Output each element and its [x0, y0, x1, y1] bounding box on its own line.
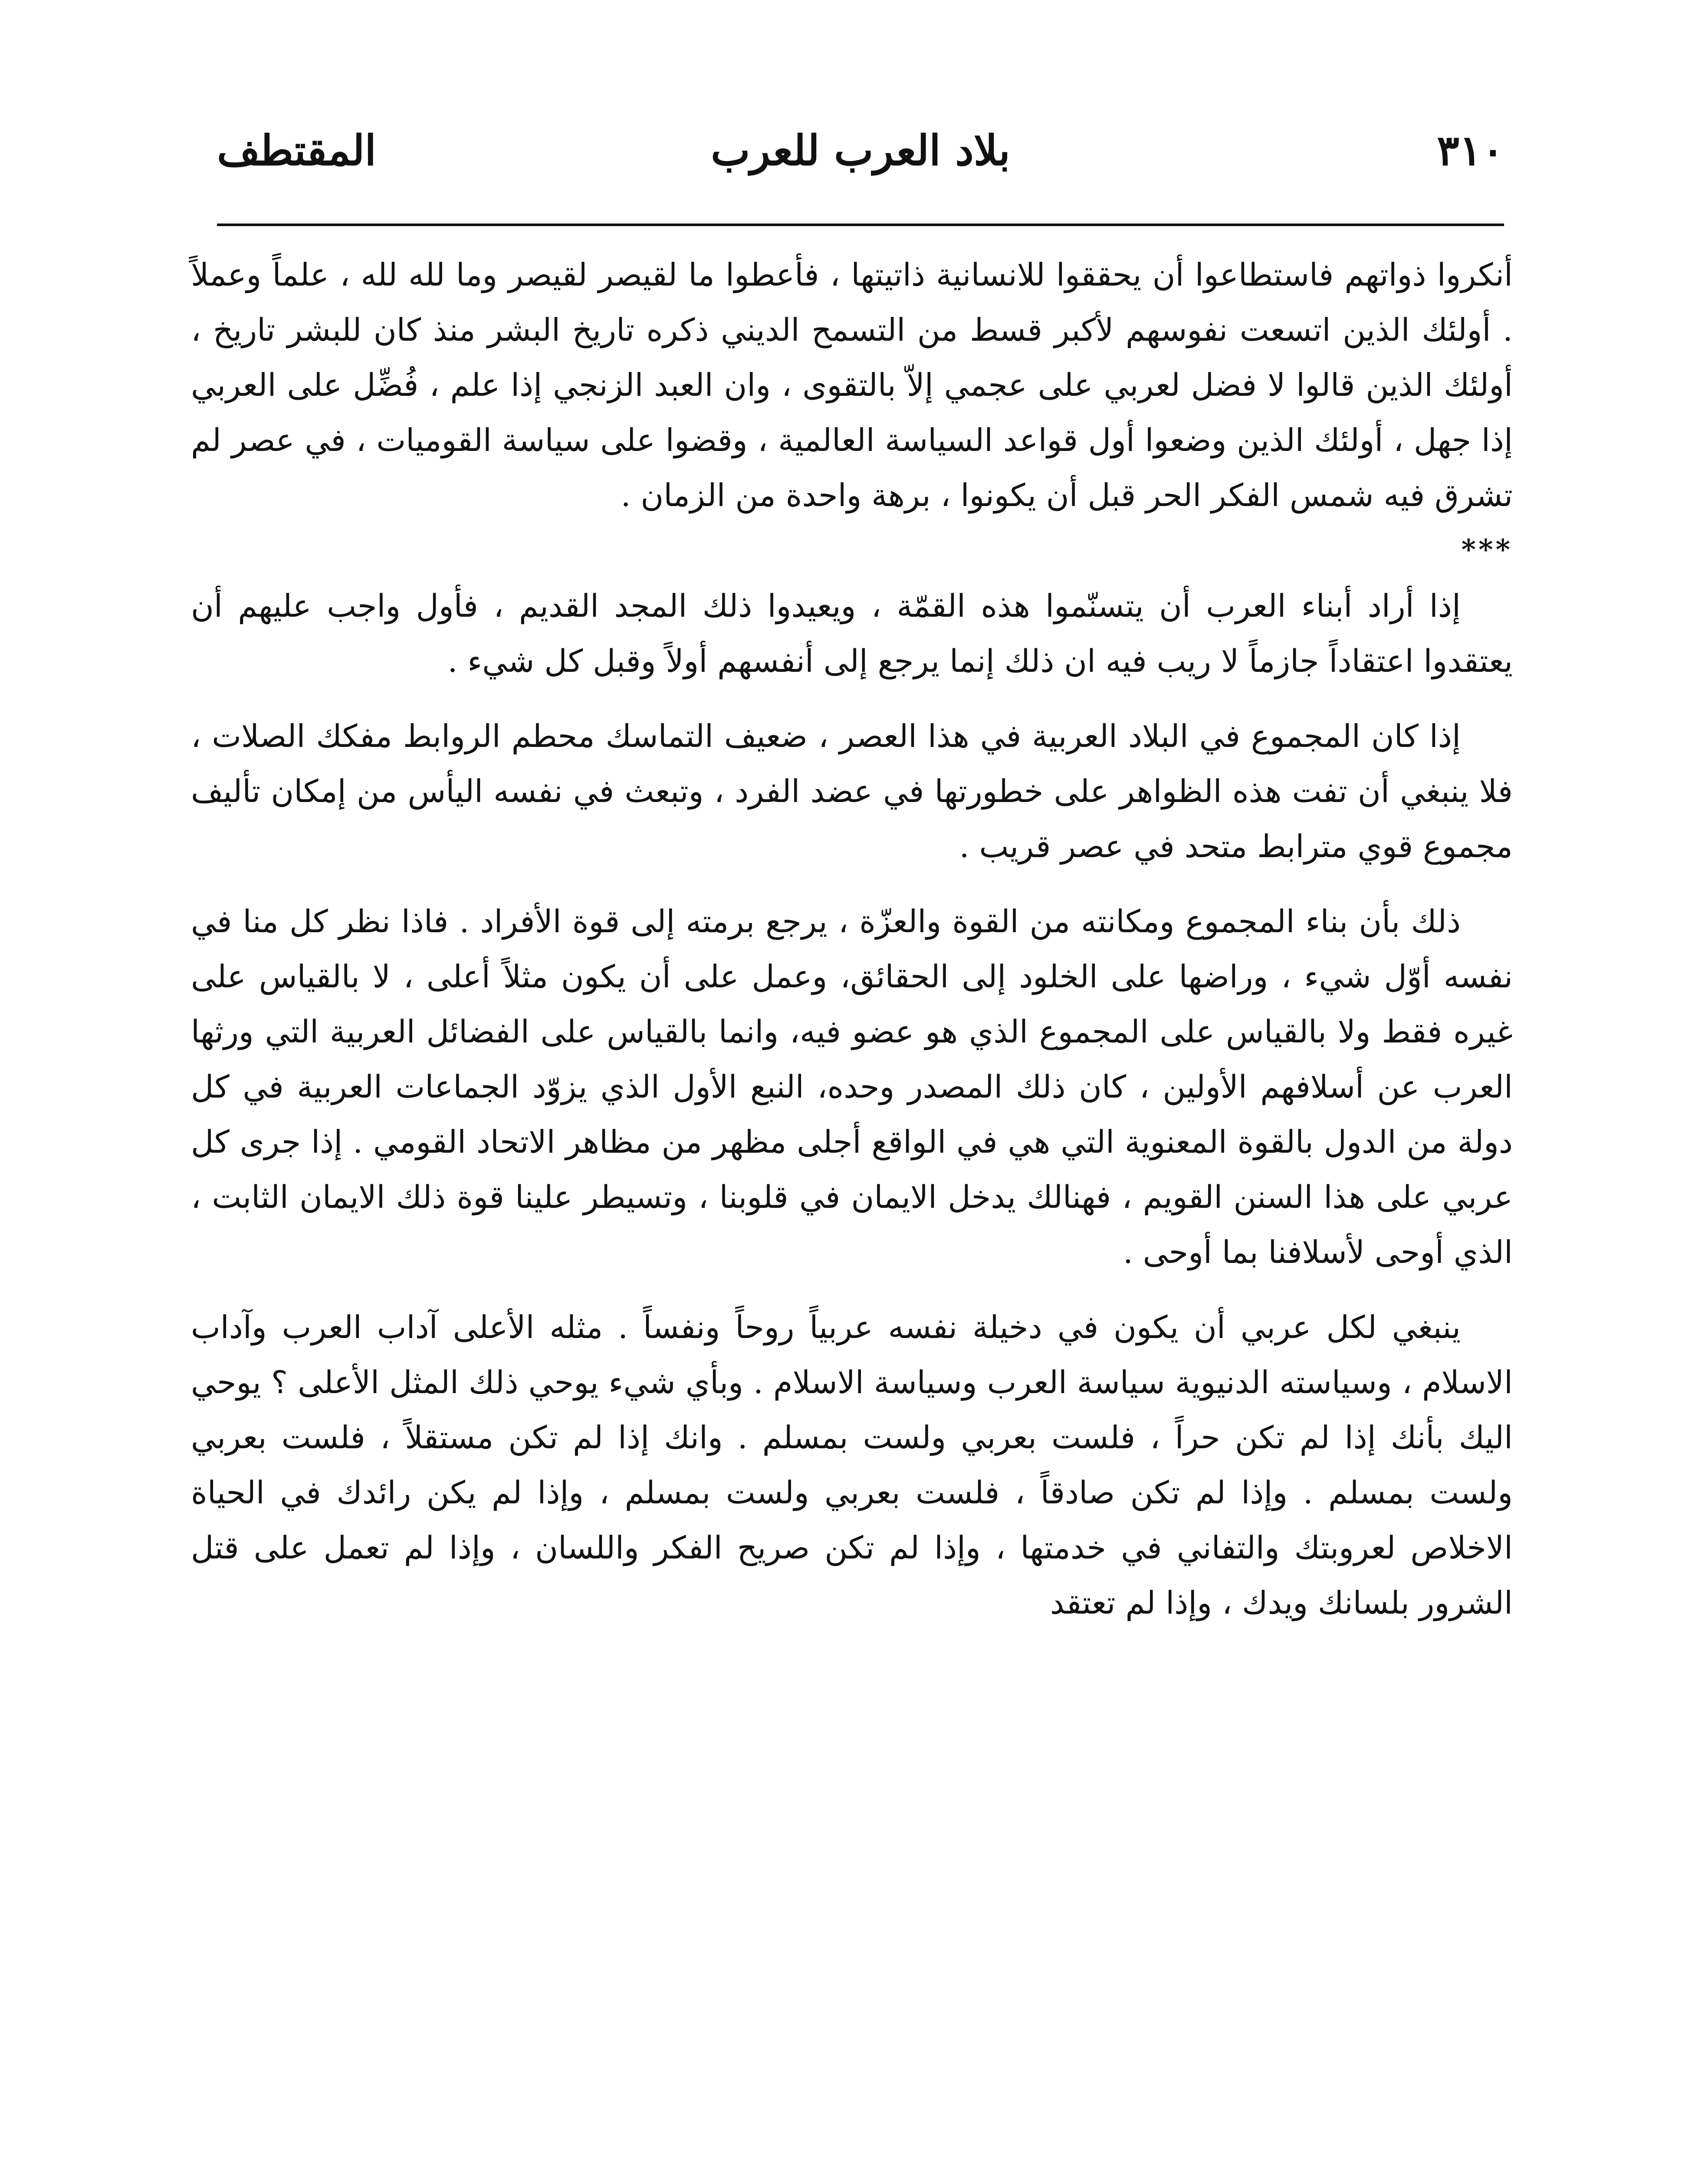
paragraph-2: إذا أراد أبناء العرب أن يتسنّموا هذه القمّة ، ويعيدوا ذلك المجد القديم ، فأول واجب عليهم أن يعتقدوا اعتقاداً جازماً لا ريب فيه ان ذلك إنما يرجع إلى أنفسهم أولاً وقبل كل شيء . [191, 588, 1513, 679]
journal-name: المقتطف [217, 126, 377, 175]
paragraph-4: ذلك بأن بناء المجموع ومكانته من القوة والعزّة ، يرجع برمته إلى قوة الأفراد . فاذا نظر كل منا في نفسه أوّل شيء ، وراضها على الخلود إلى الحقائق، وعمل على أن يكون مثلاً أعلى ، لا بالقياس على غيره فقط ولا بالقياس على المجموع الذي هو عضو فيه، وانما بالقياس على الفضائل العربية التي ورثها العرب عن أسلافهم الأولين ، كان ذلك المصدر وحده، النبع الأول الذي يزوّد الجماعات العربية في كل دولة من الدول بالقوة المعنوية التي هي في الواقع أجلى مظهر من مظاهر الاتحاد القومي . إذا جرى كل عربي على هذا السنن القويم ، فهنالك يدخل الايمان في قلوبنا ، وتسيطر علينا قوة ذلك الايمان الثابت ، الذي أوحى لأسلافنا بما أوحى . [191, 903, 1513, 1270]
section-separator: *** [1461, 533, 1513, 566]
article-title: بلاد العرب للعرب [711, 126, 1010, 175]
running-header [217, 126, 1504, 191]
paragraph-3: إذا كان المجموع في البلاد العربية في هذا العصر ، ضعيف التماسك محطم الروابط مفكك الصلات ، فلا ينبغي أن تفت هذه الظواهر على خطورتها في عضد الفرد ، وتبعث في نفسه اليأس من إمكان تأليف مجموع قوي مترابط متحد في عصر قريب . [191, 718, 1513, 865]
page-number: ٣١٠ [1437, 126, 1504, 175]
paragraph-5: ينبغي لكل عربي أن يكون في دخيلة نفسه عربياً روحاً ونفساً . مثله الأعلى آداب العرب وآداب الاسلام ، وسياسته الدنيوية سياسة العرب وسياسة الاسلام . وبأي شيء يوحي ذلك المثل الأعلى ؟ يوحي اليك بأنك إذا لم تكن حراً ، فلست بعربي ولست بمسلم . وانك إذا لم تكن مستقلاً ، فلست بعربي ولست بمسلم . وإذا لم تكن صادقاً ، فلست بعربي ولست بمسلم ، وإذا لم يكن رائدك في الحياة الاخلاص لعروبتك والتفاني في خدمتها ، وإذا لم تكن صريح الفكر واللسان ، وإذا لم تعمل على قتل الشرور بلسانك ويدك ، وإذا لم تعتقد [191, 1309, 1513, 1621]
article-body [191, 247, 1513, 1631]
paragraph-1: أنكروا ذواتهم فاستطاعوا أن يحققوا للانسانية ذاتيتها ، فأعطوا ما لقيصر لقيصر وما لله لله ، علماً وعملاً . أولئك الذين اتسعت نفوسهم لأكبر قسط من التسمح الديني ذكره تاريخ البشر منذ كان للبشر تاريخ ، أولئك الذين قالوا لا فضل لعربي على عجمي إلاّ بالتقوى ، وان العبد الزنجي إذا علم ، فُضِّل على العربي إذا جهل ، أولئك الذين وضعوا أول قواعد السياسة العالمية ، وقضوا على سياسة القوميات ، في عصر لم تشرق فيه شمس الفكر الحر قبل أن يكونوا ، برهة واحدة من الزمان . [191, 256, 1513, 513]
header-rule [217, 224, 1504, 226]
